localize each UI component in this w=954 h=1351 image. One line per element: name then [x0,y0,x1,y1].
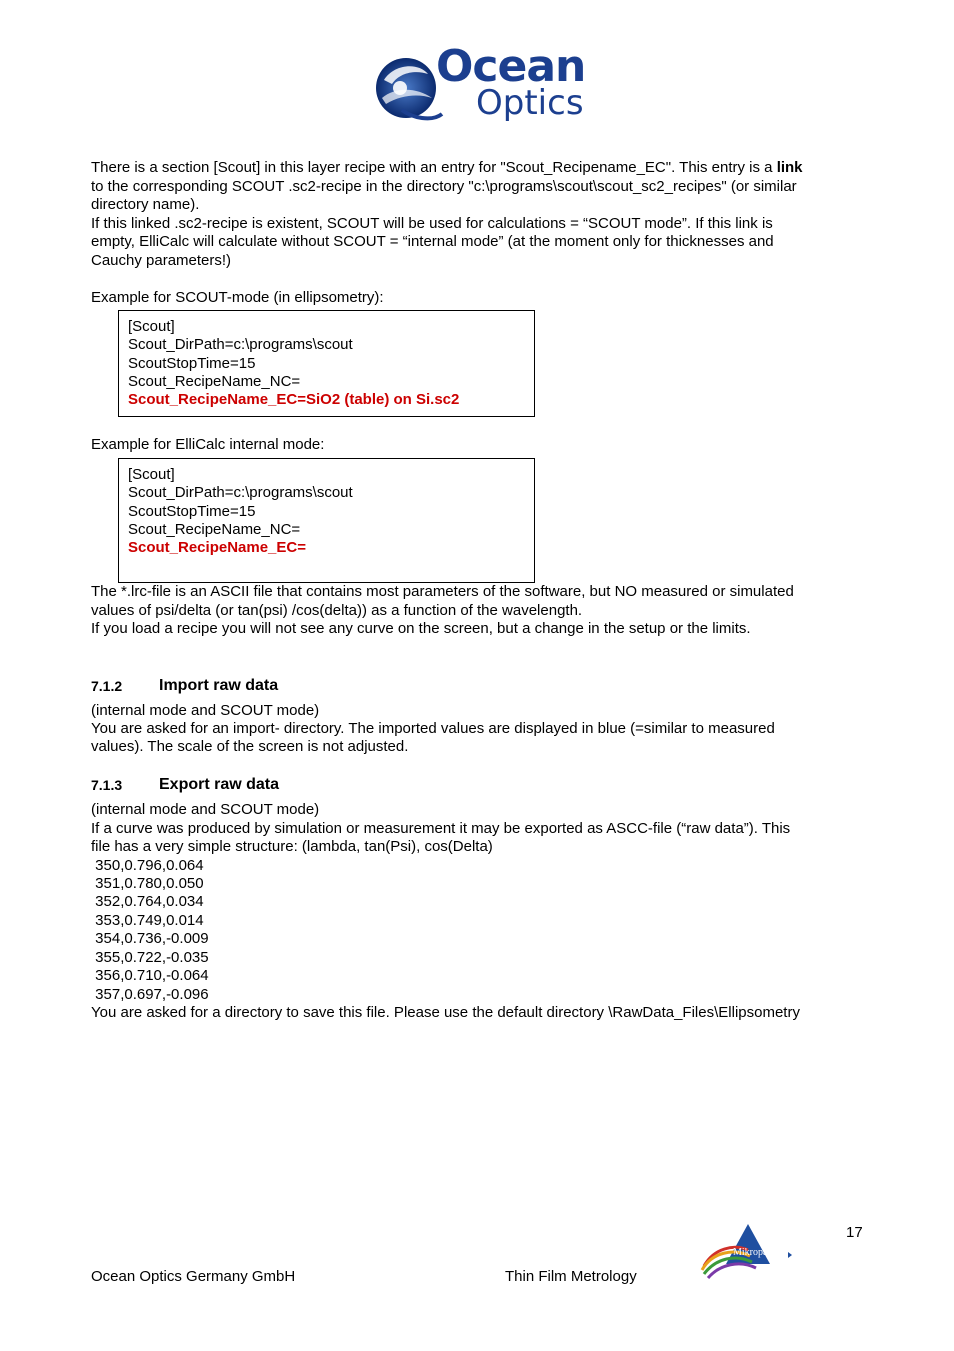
code-line: Scout_RecipeName_NC= [128,521,301,538]
mikropack-logo-text: Mikropack [733,1247,777,1258]
raw-data-row: 355,0.722,-0.035 [91,949,209,966]
lrc-line-3: If you load a recipe you will not see any curve on the screen, but a change in the setup or the limits. [91,620,751,637]
code-line: ScoutStopTime=15 [128,503,256,520]
section-title: Export raw data [159,776,280,793]
intro-line-4: If this linked .sc2-recipe is existent, SCOUT will be used for calculations = “SCOUT mode”. If this link is [91,215,773,232]
code-line-highlight: Scout_RecipeName_EC=SiO2 (table) on Si.sc2 [128,391,460,408]
raw-data-row: 356,0.710,-0.064 [91,967,209,984]
s712-line-3: values). The scale of the screen is not adjusted. [91,738,409,755]
example2-label: Example for ElliCalc internal mode: [91,436,325,453]
lrc-line-2: values of psi/delta (or tan(psi) /cos(delta)) as a function of the wavelength. [91,602,583,619]
s713-last-line: You are asked for a directory to save this file. Please use the default directory \RawData_Files\Ellipsometry [91,1004,800,1021]
section-713-heading [91,775,491,795]
code-line: Scout_DirPath=c:\programs\scout [128,336,353,353]
code-line: ScoutStopTime=15 [128,355,256,372]
code-line: Scout_DirPath=c:\programs\scout [128,484,353,501]
section-title: Import raw data [159,677,279,694]
ocean-optics-logo [372,41,594,130]
example2-code-box [118,458,535,583]
s712-line-2: You are asked for an import- directory. The imported values are displayed in blue (=similar to measured [91,720,775,737]
lrc-line-1: The *.lrc-file is an ASCII file that contains most parameters of the software, but NO measured or simulated [91,583,794,600]
mikropack-logo [700,1222,796,1284]
intro-line-6: Cauchy parameters!) [91,252,232,269]
logo-line1: Ocean [436,41,586,92]
raw-data-row: 353,0.749,0.014 [91,912,204,929]
raw-data-row: 351,0.780,0.050 [91,875,204,892]
intro-line-1 [91,159,803,177]
example1-code-box [118,310,535,417]
raw-data-row: 357,0.697,-0.096 [91,986,209,1003]
example1-label: Example for SCOUT-mode (in ellipsometry): [91,289,384,306]
code-line: [Scout] [128,466,175,483]
page-number: 17 [846,1224,863,1241]
s713-line-3: file has a very simple structure: (lambda, tan(Psi), cos(Delta) [91,838,493,855]
link-bold-word: link [776,159,803,176]
code-line: Scout_RecipeName_NC= [128,373,301,390]
intro-line-3: directory name). [91,196,200,213]
s713-line-2: If a curve was produced by simulation or measurement it may be exported as ASCC-file (“raw data”). This [91,820,791,837]
footer-title: Thin Film Metrology [505,1268,637,1285]
code-line-highlight: Scout_RecipeName_EC= [128,539,306,556]
raw-data-row: 354,0.736,-0.009 [91,930,209,947]
intro-line-2: to the corresponding SCOUT .sc2-recipe in the directory "c:\programs\scout\scout_sc2_recipes" (or similar [91,178,797,195]
intro-line-5: empty, ElliCalc will calculate without SCOUT = “internal mode” (at the moment only for thicknesses and [91,233,774,250]
code-line: [Scout] [128,318,175,335]
footer-company: Ocean Optics Germany GmbH [91,1268,296,1285]
section-712-heading [91,676,491,696]
s712-line-1: (internal mode and SCOUT mode) [91,702,320,719]
raw-data-row: 352,0.764,0.034 [91,893,204,910]
logo-line2: Optics [476,83,584,123]
section-number: 7.1.2 [91,678,123,694]
intro-text: There is a section [Scout] in this layer recipe with an entry for "Scout_Recipename_EC". This entry is a [91,159,777,176]
raw-data-row: 350,0.796,0.064 [91,857,204,874]
s713-line-1: (internal mode and SCOUT mode) [91,801,320,818]
section-number: 7.1.3 [91,777,123,793]
